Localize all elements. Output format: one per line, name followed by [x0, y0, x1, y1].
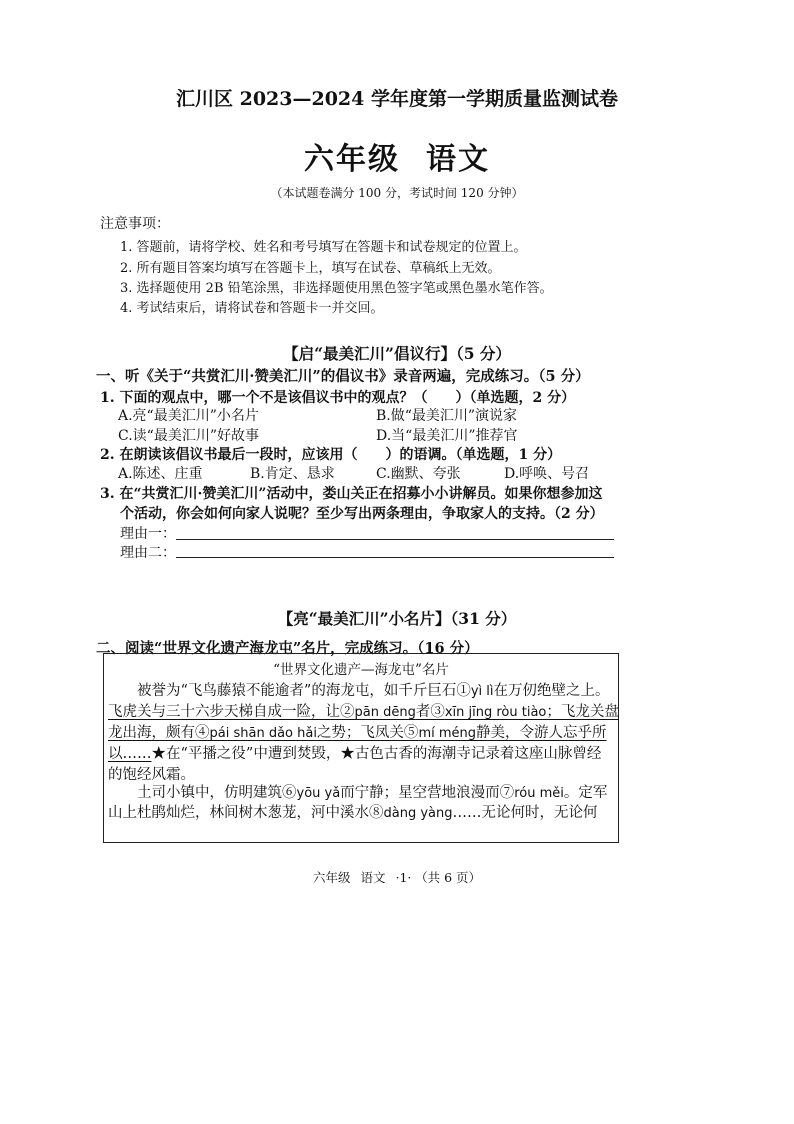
reason-1-answer-line[interactable] — [176, 539, 614, 540]
card-paragraph-1-line — [137, 679, 610, 700]
page-footer — [0, 868, 794, 886]
card-text: 飞虎关与三十六步天梯自成一险，让② — [108, 704, 355, 720]
card-paragraph-1-line: 的饱经风霜。 — [108, 767, 195, 783]
notice-item: 3. 选择题使用 2B 铅笔涂黑，非选择题使用黑色签字笔或黑色墨水笔作答。 — [120, 281, 553, 296]
question-1-option-c: C.读“最美汇川”好故事 — [118, 428, 259, 444]
exam-info: （本试题卷满分 100 分，考试时间 120 分钟） — [270, 186, 524, 200]
card-paragraph-2-line — [137, 781, 607, 802]
reason-2-label: 理由二： — [120, 545, 176, 561]
card-paragraph-2-line — [108, 801, 598, 822]
pinyin-blank: xīn jīng ròu tiào — [444, 705, 547, 720]
card-text: 山上杜鹃灿烂，林间树木葱茏，河中溪水⑧ — [108, 805, 384, 821]
card-text: 龙出海，颇有④ — [108, 725, 210, 741]
question-2-option-a: A.陈述、庄重 — [118, 466, 203, 482]
pinyin-blank: yì lì — [470, 684, 494, 699]
notice-item: 4. 考试结束后，请将试卷和答题卡一并交回。 — [120, 301, 384, 316]
card-text: 静美，令游人忘乎所 — [476, 725, 607, 741]
footer-subject: 语文 — [360, 870, 386, 885]
question-1-option-d: D.当“最美汇川”推荐官 — [376, 428, 518, 444]
grade-subject-title — [0, 134, 794, 178]
card-paragraph-1-line — [108, 721, 607, 742]
question-2-option-b: B.肯定、恳求 — [250, 466, 335, 482]
footer-total-pages: （共 6 页） — [421, 870, 482, 885]
question-1-option-a: A.亮“最美汇川”小名片 — [118, 408, 259, 424]
footer-grade: 六年级 — [312, 870, 351, 885]
notice-item: 1. 答题前，请将学校、姓名和考号填写在答题卡和试卷规定的位置上。 — [120, 240, 527, 255]
question-3-stem-line1: 3. 在“共赏汇川·赞美汇川”活动中，娄山关正在招募小小讲解员。如果你想参加这 — [100, 486, 603, 502]
reason-2-answer-line[interactable] — [176, 557, 614, 558]
section-heading: 【启“最美汇川”倡议行】（5 分） — [283, 344, 511, 363]
card-paragraph-1-line — [108, 742, 601, 763]
question-2-option-c: C.幽默、夸张 — [376, 466, 461, 482]
card-title: “世界文化遗产—海龙屯”名片 — [273, 662, 449, 678]
footer-page-number: ·1· — [395, 870, 412, 885]
card-text: 之势；飞凤关⑤ — [316, 725, 419, 741]
card-text: 土司小镇中，仿明建筑⑥ — [137, 785, 297, 801]
question-3-stem-line2: 个活动，你会如何向家人说呢？至少写出两条理由，争取家人的支持。（2 分） — [120, 506, 604, 522]
notice-heading: 注意事项： — [100, 216, 170, 232]
part-heading: 一、听《关于“共赏汇川·赞美汇川”的倡议书》录音两遍，完成练习。（5 分） — [96, 368, 590, 385]
card-text: 在万仞绝壁之上。 — [493, 683, 610, 699]
pinyin-blank: mí méng — [418, 726, 476, 741]
part-heading: 二、阅读“世界文化遗产海龙屯”名片，完成练习。（16 分） — [96, 640, 479, 657]
grade-label: 六年级 — [304, 142, 400, 177]
exam-title: 汇川区 2023—2024 学年度第一学期质量监测试卷 — [176, 88, 618, 110]
section-heading: 【亮“最美汇川”小名片】（31 分） — [277, 609, 517, 628]
pinyin-blank: dàng yàng — [383, 806, 453, 821]
question-2-option-d: D.呼唤、号召 — [504, 466, 590, 482]
question-2-stem: 2. 在朗读该倡议书最后一段时，应该用（ ）的语调。（单选题，1 分） — [100, 447, 562, 463]
question-1-option-b: B.做“最美汇川”演说家 — [376, 408, 518, 424]
question-1-stem: 1. 下面的观点中，哪一个不是该倡议书中的观点？（ ）（单选题，2 分） — [100, 390, 576, 406]
card-text: ；飞龙关盘 — [546, 704, 619, 720]
card-text: ……无论何时，无论何 — [452, 805, 598, 821]
card-text: 。定军 — [563, 785, 608, 801]
pinyin-blank: pái shān dǎo hǎi — [209, 726, 317, 741]
pinyin-blank: pān dēng — [354, 705, 416, 720]
card-text: ★在“平播之役”中遭到焚毁，★古色古香的海潮寺记录着这座山脉曾经 — [151, 746, 602, 762]
card-text: 被誉为“飞鸟藤猿不能逾者”的海龙屯，如千斤巨石① — [137, 683, 471, 699]
card-paragraph-1-line — [108, 700, 619, 721]
notice-item: 2. 所有题目答案均填写在答题卡上，填写在试卷、草稿纸上无效。 — [120, 261, 501, 276]
pinyin-blank: yōu yǎ — [296, 786, 341, 801]
pinyin-blank: róu měi — [514, 786, 564, 801]
card-text: 以…… — [108, 746, 152, 762]
subject-label: 语文 — [426, 142, 490, 177]
card-text: 者③ — [415, 704, 445, 720]
reason-1-label: 理由一： — [120, 526, 176, 542]
card-text: 而宁静；星空营地浪漫而⑦ — [340, 785, 515, 801]
